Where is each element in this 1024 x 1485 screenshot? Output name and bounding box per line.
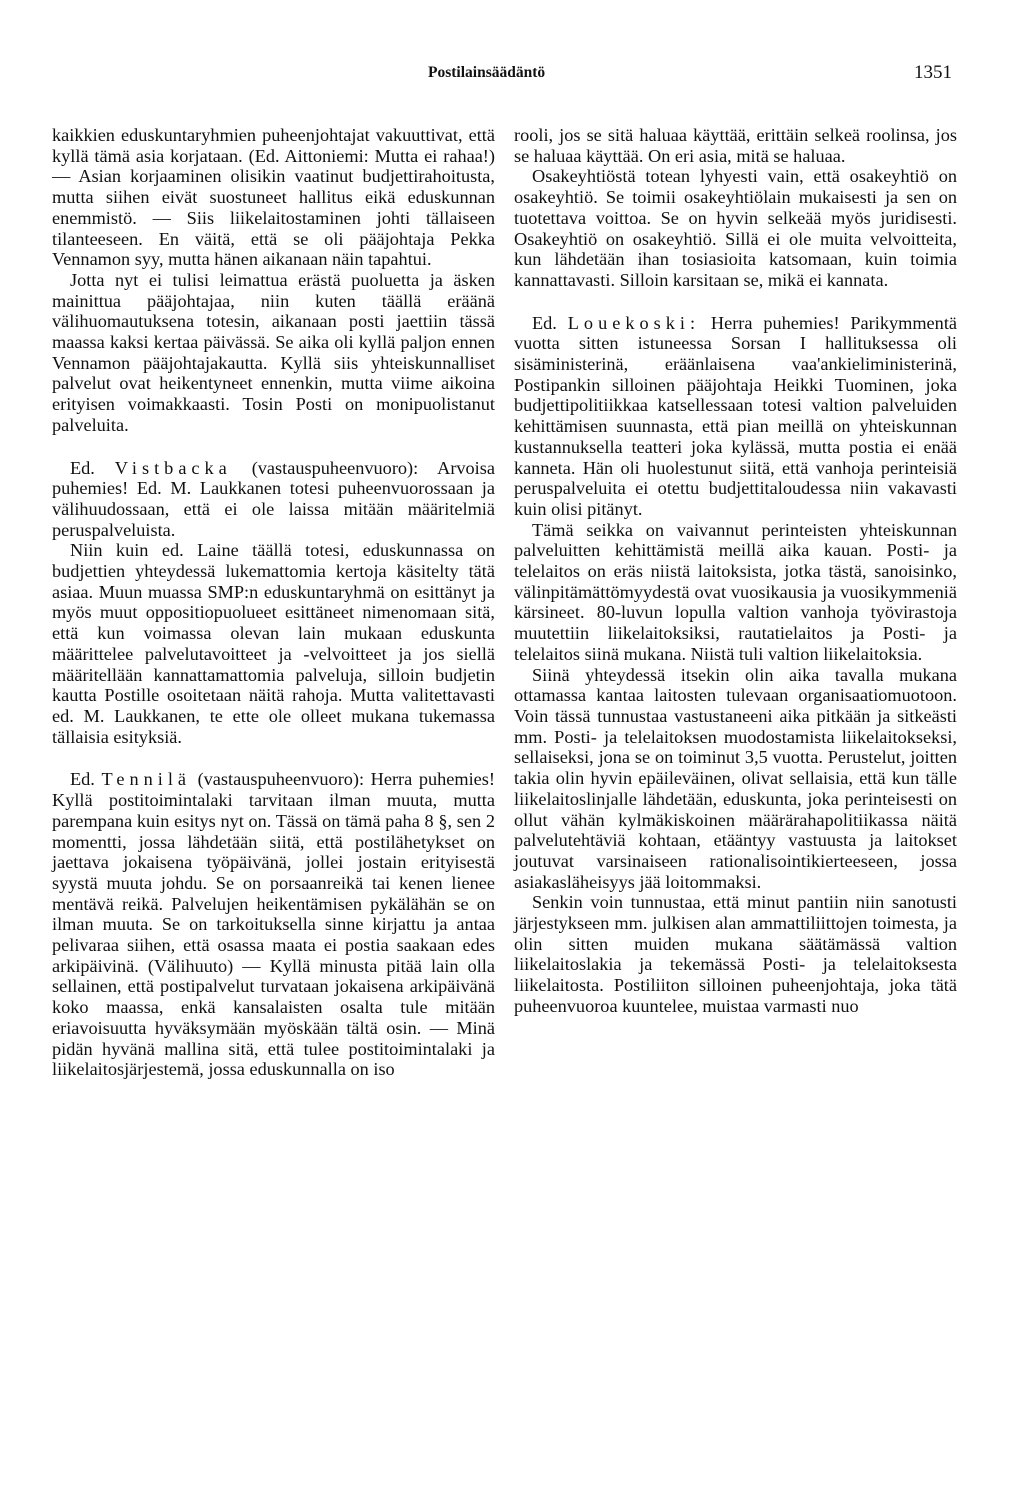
page-number: 1351 [914, 62, 952, 83]
paragraph [52, 125, 495, 270]
speaker-name: Tennilä [101, 769, 192, 790]
paragraph-text: Osakeyhtiöstä totean lyhyesti vain, että osakeyhtiö on osakeyhtiö. Se toimii osakeyhtiölain mukaisesti ja sen on tuotettava voittoa. Se on hyvin selkeää myös juridisesti. Osakeyhtiö on osakeyhtiö. Sillä ei ole muita velvoitteita, kun lähdetään ihan tosiasioita katsomaan, kuin toimia kannattavasti. Silloin karsitaan se, mikä ei kannata. [514, 166, 957, 290]
paragraph-text: kaikkien eduskuntaryhmien puheenjohtajat vakuuttivat, että kyllä tämä asia korjataan. (Ed. Aittoniemi: Mutta ei rahaa!) — Asian korjaaminen olisikin vaatinut budjettirahoitusta, mutta siihen eivät suostuneet hallitus eikä eduskunnan enemmistö. — Siis liikelaitostaminen johti tällaiseen tilanteeseen. En väitä, että se oli pääjohtaja Pekka Vennamon syy, mutta hänen aikanaan näin tapahtui. [52, 125, 495, 270]
speech-tennila [52, 769, 495, 1080]
paragraph-text: Jotta nyt ei tulisi leimattua erästä puoluetta ja äsken mainittua pääjohtajaa, niin kuten täällä eräänä välihuomautuksena totesin, aikanaan posti jaettiin tässä maassa kaksi kertaa päivässä. Se aika oli kyllä paljon ennen Vennamon pääjohtajakautta. Kyllä siis yhteiskunnalliset palvelut ovat heikentyneet ennenkin, mutta viime aikoina erityisen voimakkaasti. Tosin Posti on monipuolistanut palveluita. [52, 269, 495, 435]
paragraph-text: Senkin voin tunnustaa, että minut pantiin niin sanotusti järjestykseen mm. julkisen alan ammattiliittojen toimesta, ja olin sitten muiden mukana säätämässä valtion liikelaitoslakia ja tekemässä Posti- ja telelaitoksesta liikelaitosta. Postiliiton silloinen puheenjohtaja, joka tätä puheenvuoroa kuuntelee, muistaa varmasti nuo [514, 892, 957, 1016]
speaker-prefix: Ed. [532, 312, 557, 333]
paragraph-text: Siinä yhteydessä itsekin olin aika tavalla mukana ottamassa kantaa laitosten tulevaan organisaatiomuotoon. Voin tässä tunnustaa vastustaneeni aika pitkään ja sitkeästi mm. Posti- ja telelaitoksen muodostamista liikelaitokseksi, sellaiseksi, jona se on toiminut 3,5 vuotta. Perustelut, joitten takia olin hyvin epäileväinen, olivat sellaisia, että kun tälle liikelaitoslinjalle lähdetään, eduskunta, joka perinteisesti on ollut vähän kylmäkiskoinen määrärahapolitiikassa näitä palvelutehtäviä kohtaan, etääntyy vastuusta ja laitokset joutuvat varsinaiseen rationalisointikierteeseen, jossa asiakasläheisyys jää loitommaksi. [514, 664, 957, 892]
speaker-prefix: Ed. [70, 769, 95, 790]
right-column [514, 125, 957, 1017]
speaker-prefix: Ed. [70, 457, 95, 478]
paragraph-text: Herra puhemies! Parikymmentä vuotta sitten istuneessa Sorsan I hallituksessa oli sisäministerinä, eräänlaisena vaa'ankieliministerinä, Postipankin silloinen pääjohtaja Heikki Tuominen, joka budjettipolitiikkaa katsellessaan totesi valtion palveluiden kehittämisen suunnasta, että pian meillä on yhteiskunnan kustannuksella teatteri joka kylässä, mutta postia ei enää kanneta. Hän oli huolestunut siitä, että vanhoja perinteisiä peruspalveluita ei otettu budjettitaloudessa niin vakavasti kuin olisi pitänyt. [514, 312, 958, 519]
paragraph [514, 125, 957, 166]
speech-louekoski [514, 313, 957, 520]
paragraph [514, 892, 957, 1016]
paragraph-text: (vastauspuheenvuoro): Arvoisa puhemies! Ed. M. Laukkanen totesi puheenvuorossaan ja välihuudossaan, että ei ole laissa mitään määritelmiä peruspalveluista. [52, 457, 495, 540]
paragraph-text: (vastauspuheenvuoro): Herra puhemies! Kyllä postitoimintalaki tarvitaan ilman muuta, mutta parempana kuin esitys nyt on. Tässä on tämä paha 8 §, sen 2 momentti, jossa lähdetään siitä, että postilähetykset on jaettava jokaisena työpäivänä, jollei jostain erityisestä syystä muuta johdu. Se on porsaanreikä tai kenen lienee mentävä reikä. Palvelujen heikentämisen pykälähän se on ilman muuta. Se on tarkoituksella sinne kirjattu ja antaa pelivaraa siihen, että osassa maata ei postia saakaan edes arkipäivinä. (Välihuuto) — Kyllä minusta pitää lain olla sellainen, että postipalvelut turvataan jokaisena arkipäivänä koko maassa, enkä kansalaisten osalta tule mitään eriavoisuutta hyväksymään myöskään tältä osin. — Minä pidän hyvänä mallina sitä, että tulee postitoimintalaki ja liikelaitosjärjestemä, jossa eduskunnalla on iso [52, 769, 495, 1080]
paragraph-text: rooli, jos se sitä haluaa käyttää, erittäin selkeä roolinsa, jos se haluaa käyttää. On eri asia, mitä se haluaa. [514, 125, 957, 166]
speaker-name: Vistbacka [114, 457, 232, 478]
paragraph [52, 270, 495, 436]
paragraph [514, 520, 957, 665]
running-title: Postilainsäädäntö [428, 64, 546, 81]
paragraph [514, 166, 957, 290]
paragraph-text: Niin kuin ed. Laine täällä totesi, eduskunnassa on budjettien yhteydessä lukemattomia kertoja käsitelty tätä asiaa. Muun muassa SMP:n eduskuntaryhmä on esittänyt ja myös muut oppositiopuolueet esittäneet nimenomaan sitä, että kun voimassa olevan lain mukaan eduskunta määrittelee palvelutavoitteet ja -velvoitteet ja jos siellä määritellään kannattamattomia palveluja, silloin budjetin kautta Postille osoitetaan näitä rahoja. Mutta valitettavasti ed. M. Laukkanen, te ette ole olleet mukana tukemassa tällaisia esityksiä. [52, 540, 495, 747]
speaker-name: Louekoski: [567, 312, 701, 333]
paragraph-text: Tämä seikka on vaivannut perinteisten yhteiskunnan palveluitten kehittämistä meillä aika kauan. Posti- ja telelaitos on eräs niistä laitoksista, jotka tästä, sanoisinko, välinpitämättömyydestä ovat vuosikausia ja vuosikymmeniä kärsineet. 80-luvun lopulla valtion vanhoja työvirastoja muutettiin liikelaitoksiksi, rautatielaitos ja Posti- ja telelaitos siinä mukana. Niistä tuli valtion liikelaitoksia. [514, 519, 957, 664]
left-column [52, 125, 495, 1080]
paragraph [52, 540, 495, 747]
speech-vistbacka [52, 458, 495, 541]
paragraph [514, 665, 957, 893]
